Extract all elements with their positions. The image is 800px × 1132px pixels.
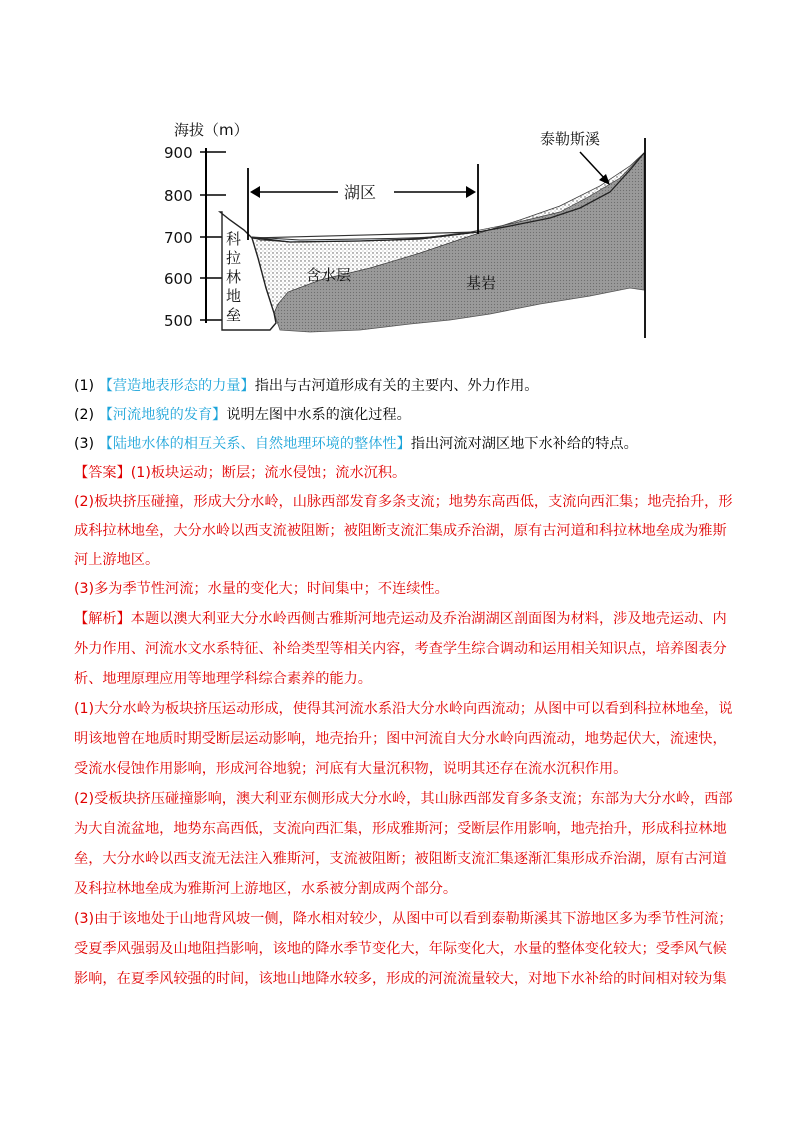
question-1-tag: 【营造地表形态的力量】	[98, 378, 255, 394]
question-2-tag: 【河流地貌的发育】	[98, 407, 227, 423]
lake-area-label: 湖区	[344, 183, 377, 202]
analysis-line-12: 受夏季风强弱及山地阻挡影响，该地的降水季节变化大，年际变化大，水量的整体变化较大；受季风气候	[74, 941, 727, 957]
horst-label: 科 拉 林 地 垒	[226, 230, 242, 324]
creek-pointer	[580, 152, 606, 180]
analysis-line-13: 影响，在夏季风较强的时间，该地山地降水较多，形成的河流流量较大，对地下水补给的时间相对较为集	[74, 971, 727, 987]
analysis-line-9: 垒，大分水岭以西支流无法注入雅斯河，支流被阻断；被阻断支流汇集逐渐汇集形成乔治湖，原有古河道	[74, 851, 727, 867]
answer-line-4: 河上游地区。	[74, 552, 160, 568]
cross-section-figure	[160, 108, 660, 348]
analysis-line-10: 及科拉林地垒成为雅斯河上游地区，水系被分割成两个部分。	[74, 881, 458, 897]
question-3-text: 指出河流对湖区地下水补给的特点。	[410, 436, 638, 452]
analysis-line-4: (1)大分水岭为板块挤压运动形成，使得其河流水系沿大分水岭向西流动；从图中可以看到科拉林地垒，说	[74, 701, 733, 717]
y-axis-title: 海拔（m）	[174, 121, 249, 139]
analysis-line-2: 外力作用、河流水文水系特征、补给类型等相关内容，考查学生综合调动和运用相关知识点，培养图表分	[74, 641, 727, 657]
question-2-text: 说明左图中水系的演化过程。	[226, 407, 411, 423]
answer-line-5: (3)多为季节性河流；水量的变化大；时间集中；不连续性。	[74, 581, 449, 597]
tick-label-800: 800	[164, 187, 193, 205]
analysis-line-7: (2)受板块挤压碰撞影响，澳大利亚东侧形成大分水岭，其山脉西部发育多条支流；东部为大分水岭，西部	[74, 791, 733, 807]
analysis-line-5: 明该地曾在地质时期受断层运动影响，地壳抬升；图中河流自大分水岭向西流动，地势起伏大，流速快，	[74, 731, 727, 747]
creek-label: 泰勒斯溪	[540, 130, 601, 148]
question-2	[74, 401, 734, 430]
bedrock-label: 基岩	[466, 274, 497, 292]
analysis-line-6: 受流水侵蚀作用影响，形成河谷地貌；河底有大量沉积物，说明其还存在流水沉积作用。	[74, 761, 628, 777]
analysis-line-1: 【解析】本题以澳大利亚大分水岭西侧古雅斯河地壳运动及乔治湖湖区剖面图为材料，涉及地壳运动、内	[74, 611, 727, 627]
text-body	[74, 372, 734, 994]
question-1-text: 指出与古河道形成有关的主要内、外力作用。	[254, 378, 539, 394]
aquifer-label: 含水层	[306, 266, 352, 284]
question-1-number: (1)	[74, 378, 95, 394]
question-3-tag: 【陆地水体的相互关系、自然地理环境的整体性】	[98, 436, 411, 452]
question-1	[74, 372, 734, 401]
lake-area-arrow-left	[250, 186, 260, 198]
tick-label-600: 600	[164, 270, 193, 288]
question-2-number: (2)	[74, 407, 95, 423]
tick-label-700: 700	[164, 229, 193, 247]
question-3	[74, 430, 734, 459]
analysis-line-11: (3)由于该地处于山地背风坡一侧，降水相对较少，从图中可以看到泰勒斯溪其下游地区多为季节性河流；	[74, 911, 733, 927]
question-3-number: (3)	[74, 436, 95, 452]
lake-area-arrow-right	[466, 186, 476, 198]
tick-label-500: 500	[164, 312, 193, 330]
analysis-line-3: 析、地理原理应用等地理学科综合素养的能力。	[74, 671, 372, 687]
answer-part-1: (1)板块运动；断层；流水侵蚀；流水沉积。	[130, 465, 407, 481]
answer-line-3: 成科拉林地垒，大分水岭以西支流被阻断；被阻断支流汇集成乔治湖，原有古河道和科拉林地垒成为雅斯	[74, 523, 727, 539]
analysis-line-8: 为大自流盆地，地势东高西低，支流向西汇集，形成雅斯河；受断层作用影响，地壳抬升，形成科拉林地	[74, 821, 727, 837]
tick-label-900: 900	[164, 144, 193, 162]
answer-line-1	[74, 459, 734, 488]
answer-line-2: (2)板块挤压碰撞，形成大分水岭，山脉西部发育多条支流；地势东高西低，支流向西汇集；地壳抬升，形	[74, 494, 733, 510]
answer-label: 【答案】	[74, 465, 131, 481]
